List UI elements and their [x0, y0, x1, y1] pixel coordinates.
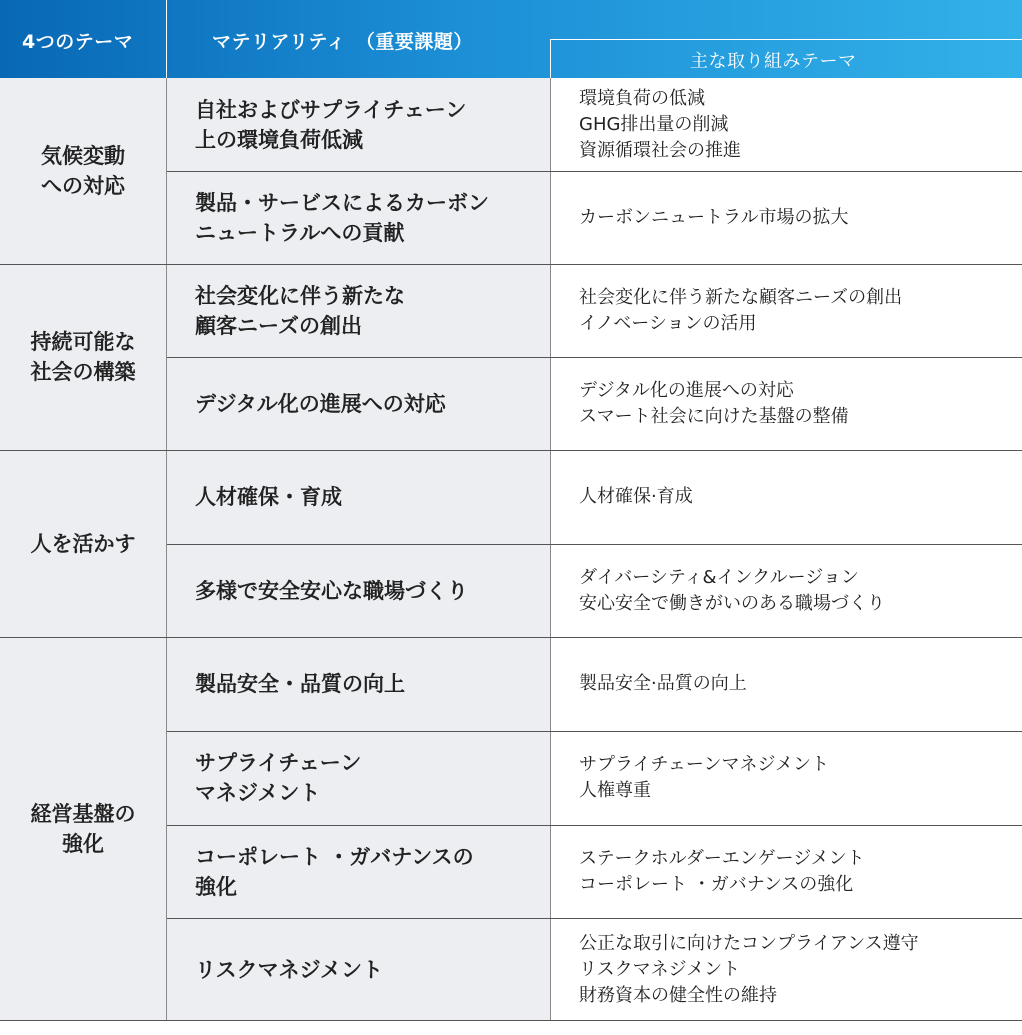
- theme-cell: [0, 78, 166, 264]
- group-rule: [0, 450, 1022, 451]
- row-rule: [167, 731, 1022, 732]
- materiality-label: デジタル化の進展への対応: [195, 391, 446, 416]
- main-theme-item: ステークホルダーエンゲージメント: [579, 847, 865, 869]
- main-theme-cell: [551, 918, 1022, 1021]
- main-theme-item: 安心安全で働きがいのある職場づくり: [579, 592, 885, 614]
- materiality-cell: [167, 918, 550, 1021]
- main-theme-cell: [551, 637, 1022, 731]
- theme-label: 経営基盤の 強化: [30, 802, 136, 856]
- main-theme-cell: [551, 171, 1022, 264]
- main-theme-cell: [551, 825, 1022, 918]
- main-theme-item: 製品安全·品質の向上: [579, 673, 747, 694]
- main-theme-cell: [551, 450, 1022, 544]
- main-theme-cell: [551, 731, 1022, 825]
- main-theme-item: 社会変化に伴う新たな顧客ニーズの創出: [579, 286, 903, 308]
- main-theme-item: コーポレート ・ガバナンスの強化: [579, 873, 854, 895]
- materiality-cell: [167, 637, 550, 731]
- main-theme-item: デジタル化の進展への対応: [579, 379, 794, 401]
- materiality-cell: [167, 731, 550, 825]
- main-theme-item: 人権尊重: [579, 780, 651, 801]
- materiality-label: 多様で安全安心な職場づくり: [195, 578, 468, 603]
- materiality-cell: [167, 357, 550, 450]
- materiality-label: サプライチェーン マネジメント: [195, 751, 362, 805]
- main-theme-item: 財務資本の健全性の維持: [579, 984, 777, 1006]
- materiality-cell: [167, 264, 550, 357]
- materiality-label: 製品安全・品質の向上: [195, 672, 405, 696]
- row-rule: [167, 918, 1022, 919]
- main-theme-item: 人材確保·育成: [579, 486, 693, 507]
- theme-label: 気候変動 への対応: [41, 144, 125, 198]
- theme-label: 持続可能な 社会の構築: [30, 330, 136, 384]
- theme-cell: [0, 637, 166, 1021]
- main-theme-item: 環境負荷の低減: [579, 87, 705, 109]
- theme-cell: [0, 450, 166, 637]
- main-theme-item: サプライチェーンマネジメント: [579, 754, 830, 775]
- materiality-label: 製品・サービスによるカーボン ニュートラルへの貢献: [195, 190, 489, 245]
- materiality-label: リスクマネジメント: [195, 957, 383, 982]
- materiality-cell: [167, 450, 550, 544]
- header-materiality: マテリアリティ （重要課題）: [212, 31, 473, 53]
- group-rule: [0, 264, 1022, 265]
- main-theme-item: GHG排出量の削減: [579, 113, 729, 135]
- main-theme-item: カーボンニュートラル市場の拡大: [579, 206, 849, 228]
- row-rule: [167, 357, 1022, 358]
- main-theme-cell: [551, 78, 1022, 171]
- main-theme-item: リスクマネジメント: [579, 958, 741, 980]
- main-theme-cell: [551, 544, 1022, 637]
- header-divider: [166, 0, 167, 78]
- materiality-label: 自社およびサプライチェーン 上の環境負荷低減: [195, 97, 467, 152]
- materiality-cell: [167, 544, 550, 637]
- row-rule: [167, 544, 1022, 545]
- main-theme-item: 資源循環社会の推進: [579, 139, 741, 161]
- bottom-rule: [0, 1020, 1022, 1021]
- theme-cell: [0, 264, 166, 450]
- header-main-themes: 主な取り組みテーマ: [690, 51, 857, 72]
- main-theme-item: スマート社会に向けた基盤の整備: [579, 405, 849, 427]
- main-theme-item: イノベーションの活用: [579, 312, 757, 334]
- group-rule: [0, 637, 1022, 638]
- materiality-label: コーポレート ・ガバナンスの 強化: [195, 844, 474, 899]
- materiality-cell: [167, 825, 550, 918]
- theme-label: 人を活かす: [30, 531, 136, 556]
- materiality-label: 人材確保・育成: [195, 485, 342, 509]
- main-theme-item: 公正な取引に向けたコンプライアンス遵守: [579, 932, 919, 954]
- row-rule: [167, 171, 1022, 172]
- main-theme-item: ダイバーシティ&インクルージョン: [579, 566, 859, 588]
- header-themes: 4つのテーマ: [22, 31, 134, 53]
- main-theme-cell: [551, 357, 1022, 450]
- main-theme-cell: [551, 264, 1022, 357]
- materiality-cell: [167, 78, 550, 171]
- row-rule: [167, 825, 1022, 826]
- materiality-label: 社会変化に伴う新たな 顧客ニーズの創出: [195, 283, 405, 338]
- materiality-cell: [167, 171, 550, 264]
